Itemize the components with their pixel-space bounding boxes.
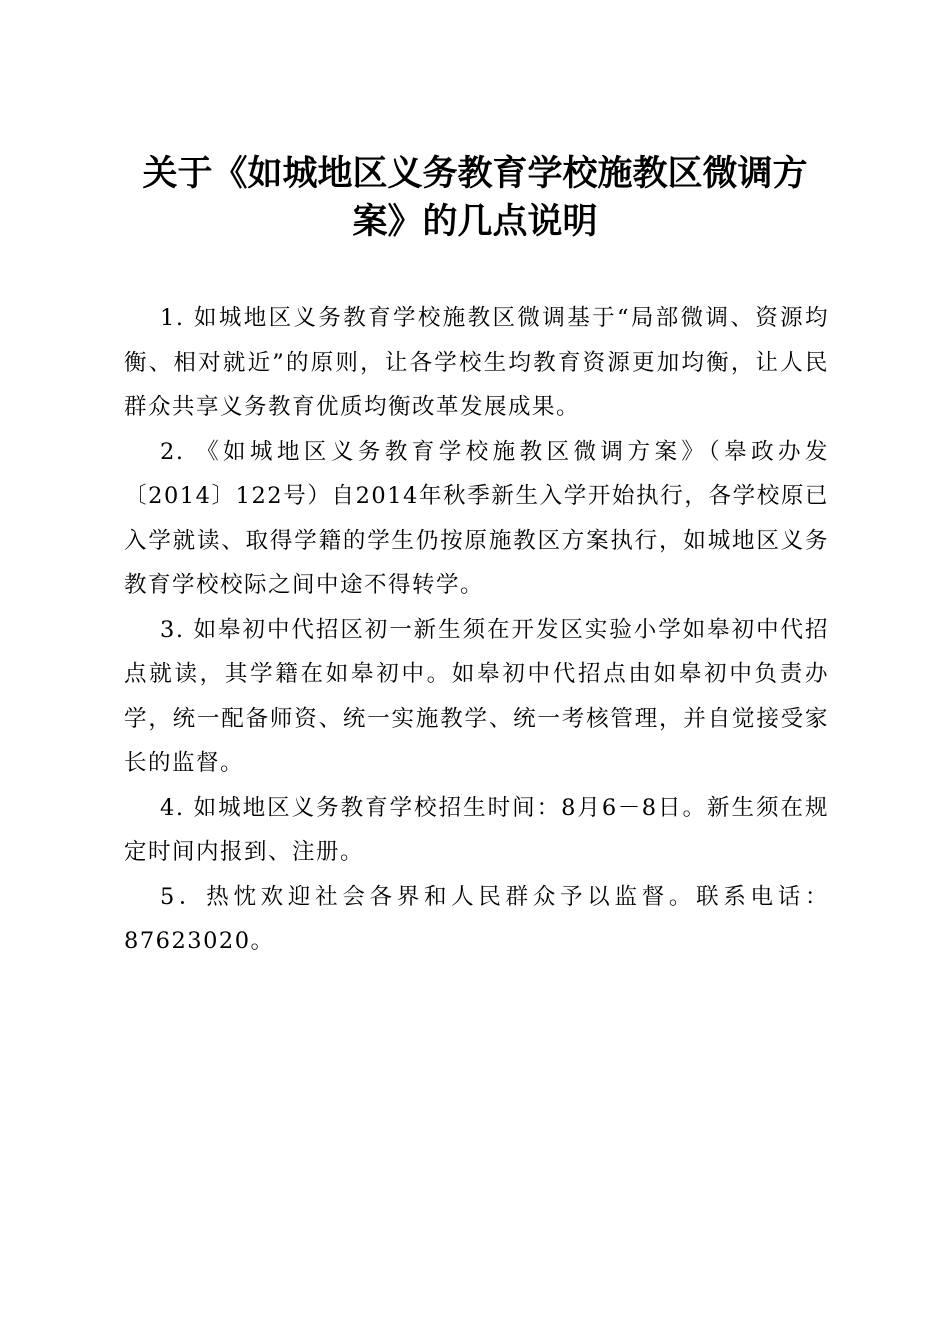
paragraph-5: 5．热忱欢迎社会各界和人民群众予以监督。联系电话：87623020。 [124, 883, 829, 954]
paragraph-4: 4. 如城地区义务教育学校招生时间：8月6－8日。新生须在规定时间内报到、注册。 [124, 794, 829, 865]
paragraph-3: 3. 如皋初中代招区初一新生须在开发区实验小学如皋初中代招点就读，其学籍在如皋初中。如皋初中代招点由如皋初中负责办学，统一配备师资、统一实施教学、统一考核管理，并自觉接受家长的监督。 [124, 616, 829, 776]
paragraph-2: 2. 《如城地区义务教育学校施教区微调方案》（皋政办发〔2014〕122号）自2014年秋季新生入学开始执行，各学校原已入学就读、取得学籍的学生仍按原施教区方案执行，如城地区义务教育学校校际之间中途不得转学。 [124, 438, 829, 598]
paragraph-1: 1. 如城地区义务教育学校施教区微调基于“局部微调、资源均衡、相对就近”的原则，让各学校生均教育资源更加均衡，让人民群众共享义务教育优质均衡改革发展成果。 [124, 305, 829, 420]
document-body [124, 296, 829, 964]
document-title [120, 150, 830, 246]
title-line-2: 案》的几点说明 [352, 202, 598, 242]
title-line-1: 关于《如城地区义务教育学校施教区微调方 [142, 154, 808, 194]
